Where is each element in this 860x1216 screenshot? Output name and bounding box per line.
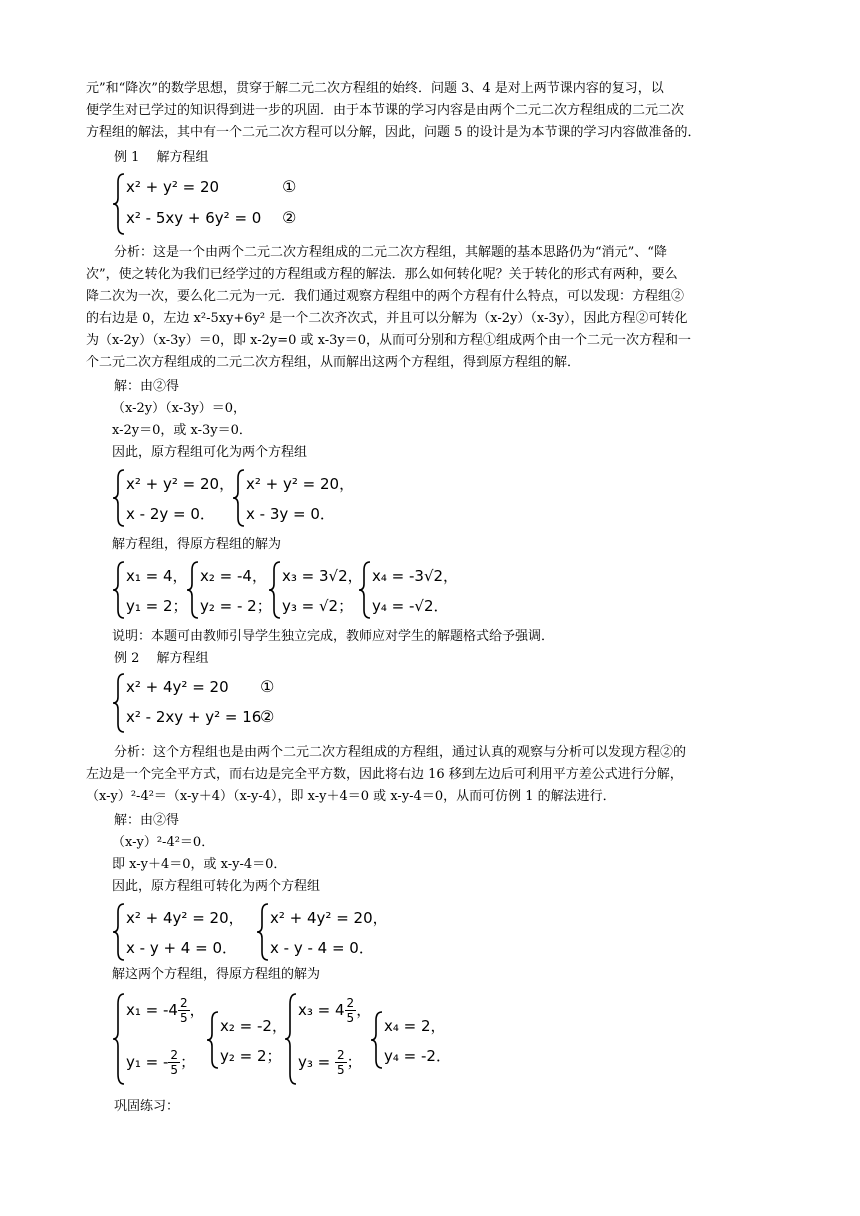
result-4-y: y₄ = -√2． <box>372 597 449 615</box>
equation-mark-1: ① <box>282 177 297 196</box>
example2-result-1 <box>112 992 208 1086</box>
intro-line-2: 便学生对已学过的知识得到进一步的巩固．由于本节课的学习内容是由两个二元二次方程组成的二元二次 <box>86 103 685 118</box>
example2-solution-5: 解这两个方程组，得原方程组的解为 <box>112 967 321 982</box>
example1-analysis-3: 降二次为一次，要么化二元为一元．我们通过观察方程组中的两个方程有什么特点，可以发现：方程组② <box>86 289 685 304</box>
left-brace-icon <box>256 902 270 962</box>
system-b-eq1: x² + 4y² = 20， <box>270 909 388 927</box>
example1-solution-2: （x-2y）（x-3y）＝0， <box>112 401 246 416</box>
example2-solution-1: 解：由②得 <box>114 813 180 828</box>
result-4-x: x₄ = -3√2， <box>372 567 459 585</box>
example1-solution-3: x-2y＝0，或 x-3y＝0． <box>112 423 252 438</box>
left-brace-icon <box>186 560 200 620</box>
result-3-y: y₃ = √2； <box>282 597 354 615</box>
left-brace-icon <box>206 1010 220 1070</box>
system-a-eq2: x - y + 4 = 0． <box>126 939 237 957</box>
system-a-eq1: x² + y² = 20， <box>126 475 235 493</box>
example1-note: 说明：本题可由教师引导学生独立完成，教师应对学生的解题格式给予强调． <box>112 629 555 644</box>
example2-result-4 <box>370 1010 460 1070</box>
example2-solution-4: 因此，原方程组可转化为两个方程组 <box>112 879 321 894</box>
system-b-eq1: x² + y² = 20， <box>246 475 355 493</box>
left-brace-icon <box>112 560 126 620</box>
intro-line-1: 元”和“降次”的数学思想，贯穿于解二元二次方程组的始终．问题 3、4 是对上两节课内容的复习，以 <box>86 81 664 96</box>
example1-analysis-2: 次”，使之转化为我们已经学过的方程组或方程的解法．那么如何转化呢？关于转化的形式有两种，要么 <box>86 267 678 282</box>
example1-result-1 <box>112 560 194 620</box>
example1-result-3 <box>268 560 364 620</box>
result-2-x: x₂ = -4， <box>200 567 267 585</box>
system-a-eq2: x - 2y = 0． <box>126 505 215 523</box>
example2-solution-3: 即 x-y＋4＝0，或 x-y-4＝0． <box>112 857 287 872</box>
practice-heading: 巩固练习： <box>114 1099 180 1114</box>
left-brace-icon <box>112 172 126 236</box>
example1-result-2 <box>186 560 276 620</box>
example2-solution-2: （x-y）²-4²＝0． <box>112 835 215 850</box>
left-brace-icon <box>232 468 246 528</box>
result-2-y: y₂ = 2； <box>220 1047 282 1065</box>
example2-title: 例 2 解方程组 <box>114 651 209 666</box>
result-3-x: x₃ = 4 $\frac{2}{5}$ ， <box>298 996 372 1025</box>
left-brace-icon <box>268 560 282 620</box>
left-brace-icon <box>112 902 126 962</box>
example1-eq1: x² + y² = 20 <box>126 178 220 196</box>
result-1-x: x₁ = -4 $\frac{2}{5}$ ， <box>126 996 205 1025</box>
example1-system-b <box>232 468 355 528</box>
example2-analysis-2: 左边是一个完全平方式，而右边是完全平方数，因此将右边 16 移到左边后可利用平方差公式进行分解， <box>86 767 683 782</box>
left-brace-icon <box>358 560 372 620</box>
example2-system-b <box>256 902 396 962</box>
example1-analysis-1: 分析：这是一个由两个二元二次方程组成的二元二次方程组，其解题的基本思路仍为“消元”、“降 <box>114 245 667 260</box>
example2-result-3 <box>284 992 380 1086</box>
example1-result-4 <box>358 560 468 620</box>
left-brace-icon <box>112 672 126 734</box>
left-brace-icon <box>370 1010 384 1070</box>
result-1-y: y₁ = - $\frac{2}{5}$ ； <box>126 1048 196 1077</box>
left-brace-icon <box>284 992 298 1086</box>
left-brace-icon <box>112 468 126 528</box>
example1-analysis-6: 个二元二次方程组成的二元二次方程组，从而解出这两个方程组，得到原方程组的解． <box>86 355 581 370</box>
example1-system <box>112 172 312 236</box>
system-b-eq2: x - 3y = 0． <box>246 505 335 523</box>
example1-analysis-4: 的右边是 0，左边 x²-5xy+6y² 是一个二次齐次式，并且可以分解为（x-2y）（x-3y），因此方程②可转化 <box>86 311 688 326</box>
system-b-eq2: x - y - 4 = 0． <box>270 939 374 957</box>
example2-system-a <box>112 902 252 962</box>
example2-eq1: x² + 4y² = 20 <box>126 678 229 696</box>
result-4-y: y₄ = -2． <box>384 1047 451 1065</box>
equation-mark-2: ② <box>282 208 297 227</box>
equation-mark-1: ① <box>260 677 275 696</box>
example1-title: 例 1 解方程组 <box>114 150 209 165</box>
result-2-x: x₂ = -2， <box>220 1017 287 1035</box>
left-brace-icon <box>112 992 126 1086</box>
example1-solution-4: 因此，原方程组可化为两个方程组 <box>112 445 308 460</box>
example2-eq2: x² - 2xy + y² = 16 <box>126 708 262 726</box>
example1-solution-1: 解：由②得 <box>114 379 180 394</box>
result-4-x: x₄ = 2， <box>384 1017 446 1035</box>
example1-analysis-5: 为（x-2y）（x-3y）＝0，即 x-2y=0 或 x-3y＝0，从而可分别和方程①组成两个由一个二元一次方程和一 <box>86 333 692 348</box>
example1-solution-5: 解方程组，得原方程组的解为 <box>112 537 282 552</box>
equation-mark-2: ② <box>260 707 275 726</box>
example2-analysis-3: （x-y）²-4²＝（x-y＋4）（x-y-4），即 x-y＋4＝0 或 x-y-4＝0，从而可仿例 1 的解法进行． <box>86 789 616 804</box>
example2-analysis-1: 分析：这个方程组也是由两个二元二次方程组成的方程组，通过认真的观察与分析可以发现方程②的 <box>114 745 687 760</box>
result-3-y: y₃ = $\frac{2}{5}$ ； <box>298 1048 362 1077</box>
example2-system <box>112 672 302 734</box>
example2-result-2 <box>206 1010 288 1070</box>
result-2-y: y₂ = - 2； <box>200 597 272 615</box>
system-a-eq1: x² + 4y² = 20， <box>126 909 244 927</box>
example1-system-a <box>112 468 235 528</box>
result-3-x: x₃ = 3√2， <box>282 567 363 585</box>
example1-eq2: x² - 5xy + 6y² = 0 <box>126 209 262 227</box>
result-1-x: x₁ = 4， <box>126 567 188 585</box>
result-1-y: y₁ = 2； <box>126 597 188 615</box>
intro-line-3: 方程组的解法，其中有一个二元二次方程可以分解，因此，问题 5 的设计是为本节课的学习内容做准备的． <box>86 125 701 140</box>
